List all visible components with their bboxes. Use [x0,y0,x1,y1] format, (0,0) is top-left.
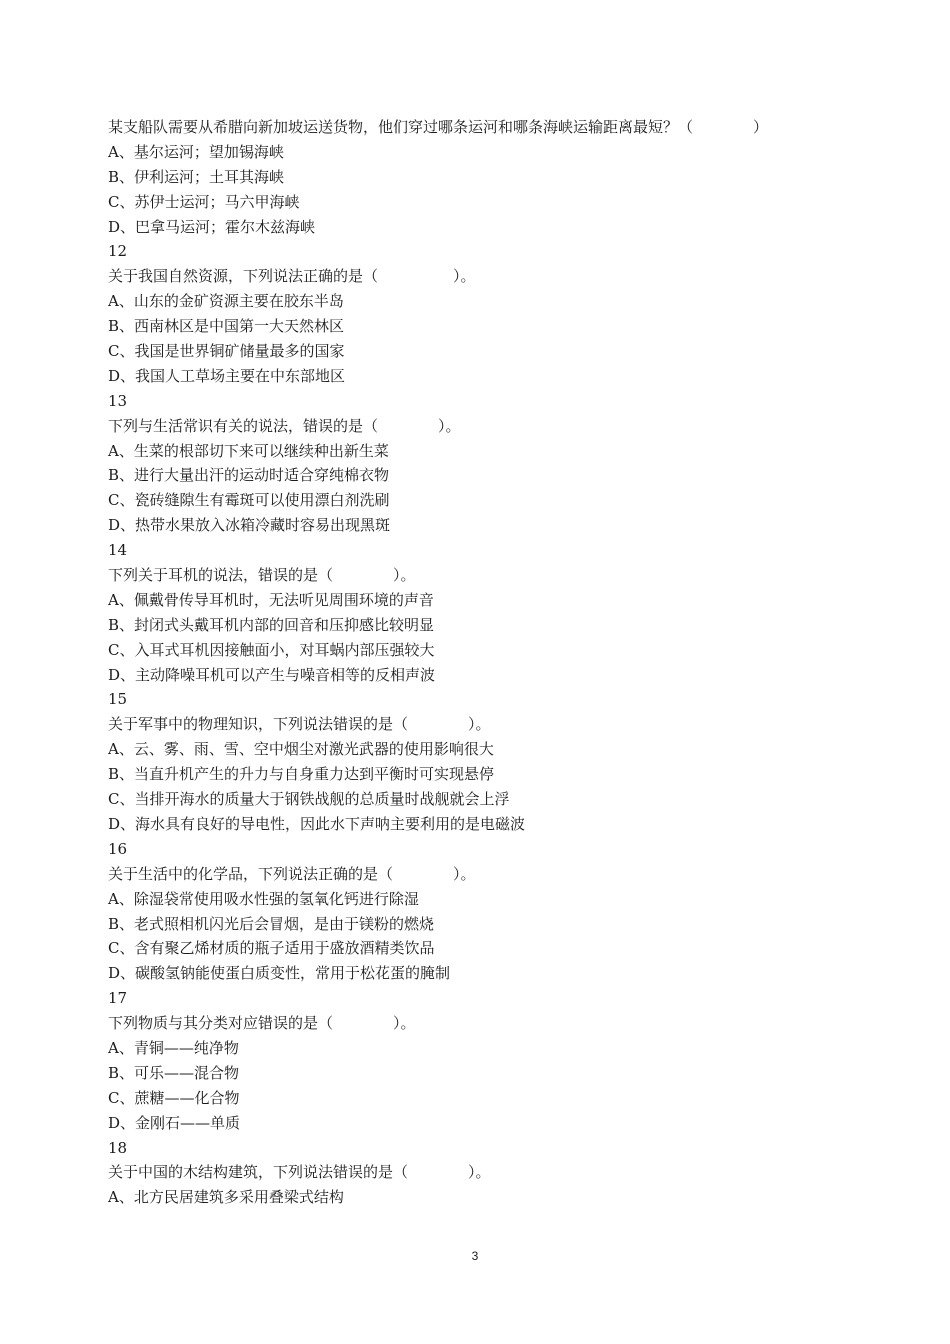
option-d: D、碳酸氢钠能使蛋白质变性，常用于松花蛋的腌制 [108,964,451,983]
page-number: 3 [471,1249,479,1263]
question-stem: 下列物质与其分类对应错误的是（ ）。 [108,1014,416,1033]
question-stem: 关于我国自然资源，下列说法正确的是（ ）。 [108,267,476,286]
option-b: B、封闭式头戴耳机内部的回音和压抑感比较明显 [108,615,435,634]
question-number: 18 [108,1138,128,1157]
option-c: C、入耳式耳机因接触面小，对耳蜗内部压强较大 [108,640,435,659]
option-a: A、生菜的根部切下来可以继续种出新生菜 [108,441,389,460]
option-a: A、除湿袋常使用吸水性强的氢氧化钙进行除湿 [108,889,419,908]
option-a: A、青铜——纯净物 [108,1038,239,1057]
option-c: C、苏伊士运河；马六甲海峡 [108,192,300,211]
question-number: 13 [108,391,128,410]
option-a: A、佩戴骨传导耳机时，无法听见周围环境的声音 [108,590,434,609]
option-b: B、当直升机产生的升力与自身重力达到平衡时可实现悬停 [108,765,495,784]
question-stem: 关于军事中的物理知识，下列说法错误的是（ ）。 [108,715,491,734]
question-stem: 下列与生活常识有关的说法，错误的是（ ）。 [108,416,461,435]
option-b: B、进行大量出汗的运动时适合穿纯棉衣物 [108,466,390,485]
option-b: B、老式照相机闪光后会冒烟，是由于镁粉的燃烧 [108,914,435,933]
option-a: A、北方民居建筑多采用叠梁式结构 [108,1188,344,1207]
question-stem: 关于中国的木结构建筑，下列说法错误的是（ ）。 [108,1163,491,1182]
option-d: D、巴拿马运河；霍尔木兹海峡 [108,217,316,236]
option-b: B、西南林区是中国第一大天然林区 [108,317,345,336]
document-body [108,115,848,1210]
option-a: A、山东的金矿资源主要在胶东半岛 [108,292,344,311]
option-c: C、蔗糖——化合物 [108,1088,240,1107]
question-number: 15 [108,690,128,709]
option-d: D、主动降噪耳机可以产生与噪音相等的反相声波 [108,665,436,684]
question-number: 14 [108,541,128,560]
option-b: B、可乐——混合物 [108,1063,240,1082]
option-a: A、云、雾、雨、雪、空中烟尘对激光武器的使用影响很大 [108,740,494,759]
option-b: B、伊利运河；土耳其海峡 [108,167,285,186]
option-d: D、我国人工草场主要在中东部地区 [108,366,346,385]
option-c: C、瓷砖缝隙生有霉斑可以使用漂白剂洗刷 [108,491,390,510]
option-a: A、基尔运河；望加锡海峡 [108,142,284,161]
question-stem: 某支船队需要从希腊向新加坡运送货物，他们穿过哪条运河和哪条海峡运输距离最短？（ ） [108,118,769,136]
question-number: 12 [108,242,128,261]
option-d: D、热带水果放入冰箱冷藏时容易出现黑斑 [108,516,391,535]
option-c: C、当排开海水的质量大于钢铁战舰的总质量时战舰就会上浮 [108,790,510,809]
question-stem: 关于生活中的化学品，下列说法正确的是（ ）。 [108,864,476,883]
question-number: 17 [108,989,128,1008]
question-number: 16 [108,839,128,858]
option-c: C、我国是世界铜矿储量最多的国家 [108,342,345,361]
option-d: D、海水具有良好的导电性，因此水下声呐主要利用的是电磁波 [108,814,526,833]
question-stem: 下列关于耳机的说法，错误的是（ ）。 [108,566,416,585]
option-d: D、金刚石——单质 [108,1113,241,1132]
option-c: C、含有聚乙烯材质的瓶子适用于盛放酒精类饮品 [108,939,435,958]
